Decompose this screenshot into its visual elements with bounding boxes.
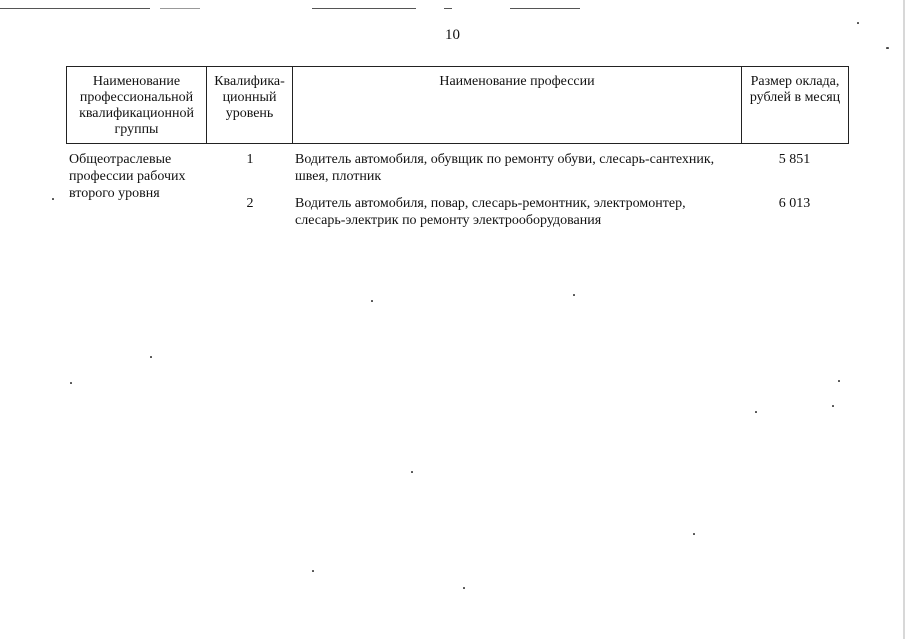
scan-rule-left-dash — [160, 8, 200, 9]
scan-speck — [755, 411, 757, 413]
row-salary: 6 013 — [778, 196, 811, 211]
table-header — [66, 66, 849, 144]
scan-speck — [312, 570, 314, 572]
scan-rule-right — [510, 8, 580, 9]
header-salary: Размер оклада, рублей в месяц — [749, 74, 841, 105]
scan-rule-center — [312, 8, 416, 9]
scan-speck — [70, 382, 72, 384]
scan-speck — [832, 405, 834, 407]
group-name: Общеотраслевые профессии рабочих второго уровня — [69, 152, 186, 201]
scan-speck — [886, 47, 889, 49]
scan-rule-left — [0, 8, 150, 9]
scan-speck — [150, 356, 152, 358]
scan-speck — [463, 587, 465, 589]
header-group-name: Наименование профессиональной квалификационной группы — [67, 67, 207, 143]
row-level: 1 — [246, 152, 254, 167]
row-profession: Водитель автомобиля, обувщик по ремонту обуви, слесарь-сантехник, швея, плотник — [295, 152, 715, 184]
scan-speck — [52, 198, 54, 200]
row-level: 2 — [246, 196, 254, 211]
scan-rule-center-dash — [444, 8, 452, 9]
page-number: 10 — [445, 27, 460, 43]
row-profession: Водитель автомобиля, повар, слесарь-ремонтник, электромонтер, слесарь-электрик по ремонту электрооборудования — [295, 196, 686, 228]
scan-speck — [371, 300, 373, 302]
scan-speck — [838, 380, 840, 382]
scan-speck — [573, 294, 575, 296]
header-profession-name: Наименование профессии — [293, 67, 742, 143]
header-qualification-level: Квалифика-ционный уровень — [207, 67, 293, 143]
scan-speck — [857, 22, 859, 24]
row-salary: 5 851 — [778, 152, 811, 167]
scan-speck — [411, 471, 413, 473]
scan-speck — [693, 533, 695, 535]
